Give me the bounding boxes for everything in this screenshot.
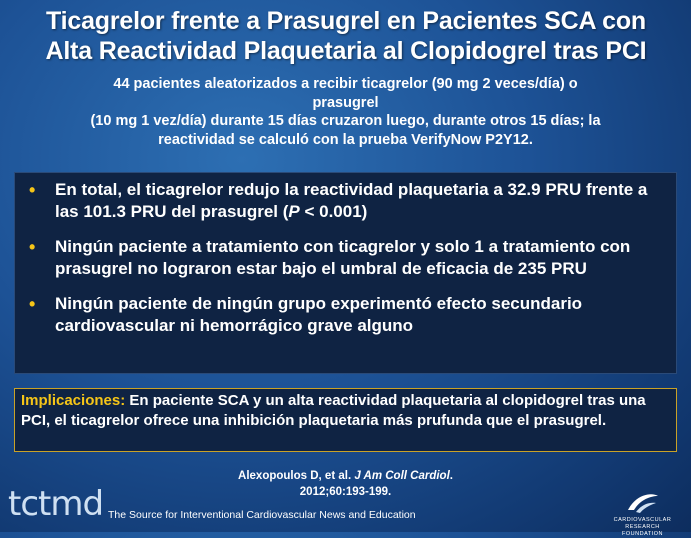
citation [150, 468, 541, 500]
citation-authors: Alexopoulos D, et al. [238, 470, 352, 482]
footer-tagline: The Source for Interventional Cardiovascular News and Education [108, 509, 416, 521]
citation-details: 2012;60:193-199. [299, 486, 392, 498]
slide-title [8, 6, 684, 66]
subtitle-line-1: 44 pacientes aleatorizados a recibir ticagrelor (90 mg 2 veces/día) o [113, 76, 578, 92]
crf-line-1: CARDIOVASCULAR RESEARCH [613, 517, 672, 530]
title-line-1: Ticagrelor frente a Prasugrel en Pacientes SCA con [46, 7, 646, 35]
finding-text: Ningún paciente de ningún grupo experimentó efecto secundario cardiovascular ni hemorrágico grave alguno [55, 294, 583, 335]
crf-swoosh-icon [622, 490, 662, 516]
bullet-icon: • [29, 237, 36, 257]
findings-list [15, 173, 676, 337]
slide-subtitle [10, 75, 681, 149]
implications-label: Implicaciones: [21, 392, 126, 409]
crf-logo [600, 490, 685, 537]
citation-line-1 [150, 468, 541, 484]
bullet-icon: • [29, 180, 36, 200]
citation-journal: J Am Coll Cardiol [354, 470, 450, 482]
title-line-2: Alta Reactividad Plaquetaria al Clopidogrel tras PCI [45, 37, 647, 65]
implications-text: En paciente SCA y un alta reactividad plaquetaria al clopidogrel tras una PCI, el ticagrelor ofrece una inhibición plaquetaria más prufunda que el prasugrel. [21, 392, 646, 429]
finding-text: En total, el ticagrelor redujo la reactividad plaquetaria a 32.9 PRU frente a las 101.3 PRU del prasugrel ( [55, 180, 648, 221]
finding-item [25, 179, 666, 223]
crf-text [600, 517, 685, 538]
p-value-symbol: P [288, 202, 300, 221]
citation-dot: . [449, 470, 453, 482]
bullet-icon: • [29, 294, 36, 314]
subtitle-line-2: prasugrel [312, 94, 379, 111]
subtitle-line-4: reactividad se calculó con la prueba VerifyNow P2Y12. [158, 131, 533, 148]
finding-item [25, 293, 666, 337]
finding-text-tail: < 0.001) [299, 202, 368, 221]
crf-line-2: FOUNDATION [622, 531, 663, 537]
implications-box [14, 388, 677, 452]
findings-panel [14, 172, 677, 374]
tctmd-logo: tctmd [8, 484, 104, 524]
subtitle-line-3: (10 mg 1 vez/día) durante 15 días cruzaron luego, durante otros 15 días; la [90, 113, 601, 129]
finding-text: Ningún paciente a tratamiento con ticagrelor y solo 1 a tratamiento con prasugrel no lograron estar bajo el umbral de eficacia de 235 PRU [55, 237, 631, 278]
finding-item [25, 236, 666, 280]
